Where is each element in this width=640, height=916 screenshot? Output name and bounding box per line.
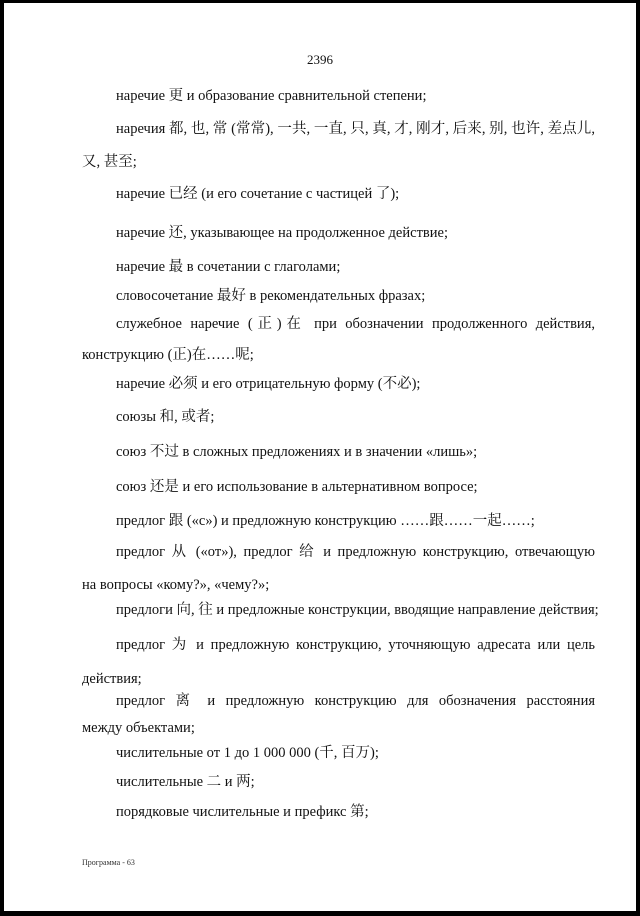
list-item: порядковые числительные и префикс 第; xyxy=(116,804,369,820)
scan-border-right xyxy=(636,0,640,916)
list-item: словосочетание 最好 в рекомендательных фразах; xyxy=(116,288,426,304)
list-item-continuation: между объектами; xyxy=(82,720,195,736)
list-item: числительные от 1 до 1 000 000 (千, 百万); xyxy=(116,745,379,761)
list-item-continuation: 又, 甚至; xyxy=(82,154,137,170)
page-number: 2396 xyxy=(307,52,333,67)
list-item: наречие 更 и образование сравнительной степени; xyxy=(116,88,427,104)
list-item: наречие 必须 и его отрицательную форму (不必); xyxy=(116,376,421,392)
list-item: предлог 从 («от»), предлог 给 и предложную конструкцию, отвечающую xyxy=(116,544,595,560)
list-item-continuation: на вопросы «кому?», «чему?»; xyxy=(82,577,270,593)
list-item: предлог 跟 («с») и предложную конструкцию ……跟……一起……; xyxy=(116,513,535,529)
page-footer: Программа - 63 xyxy=(82,858,135,867)
list-item: союз 还是 и его использование в альтернативном вопросе; xyxy=(116,479,478,495)
list-item: наречие 最 в сочетании с глаголами; xyxy=(116,259,341,275)
list-item-continuation: действия; xyxy=(82,671,142,687)
list-item: служебное наречие (正)在 при обозначении продолженного действия, xyxy=(116,316,595,332)
list-item: наречие 已经 (и его сочетание с частицей 了); xyxy=(116,186,400,202)
list-item: союзы 和, 或者; xyxy=(116,409,215,425)
list-item-continuation: конструкцию (正)在……呢; xyxy=(82,347,254,363)
list-item: союз 不过 в сложных предложениях и в значении «лишь»; xyxy=(116,444,478,460)
scan-border-top xyxy=(0,0,640,3)
scan-border-bottom xyxy=(0,911,640,916)
list-item: наречия 都, 也, 常 (常常), 一共, 一直, 只, 真, 才, 刚才, 后来, 别, 也许, 差点儿, xyxy=(116,121,595,137)
scan-border-left xyxy=(0,0,4,916)
list-item: предлог 为 и предложную конструкцию, уточняющую адресата или цель xyxy=(116,637,595,653)
list-item: числительные 二 и 两; xyxy=(116,774,255,790)
list-item: предлог 离 и предложную конструкцию для обозначения расстояния xyxy=(116,693,595,709)
list-item: наречие 还, указывающее на продолженное действие; xyxy=(116,225,448,241)
list-item: предлоги 向, 往 и предложные конструкции, вводящие направление действия; xyxy=(116,602,599,618)
